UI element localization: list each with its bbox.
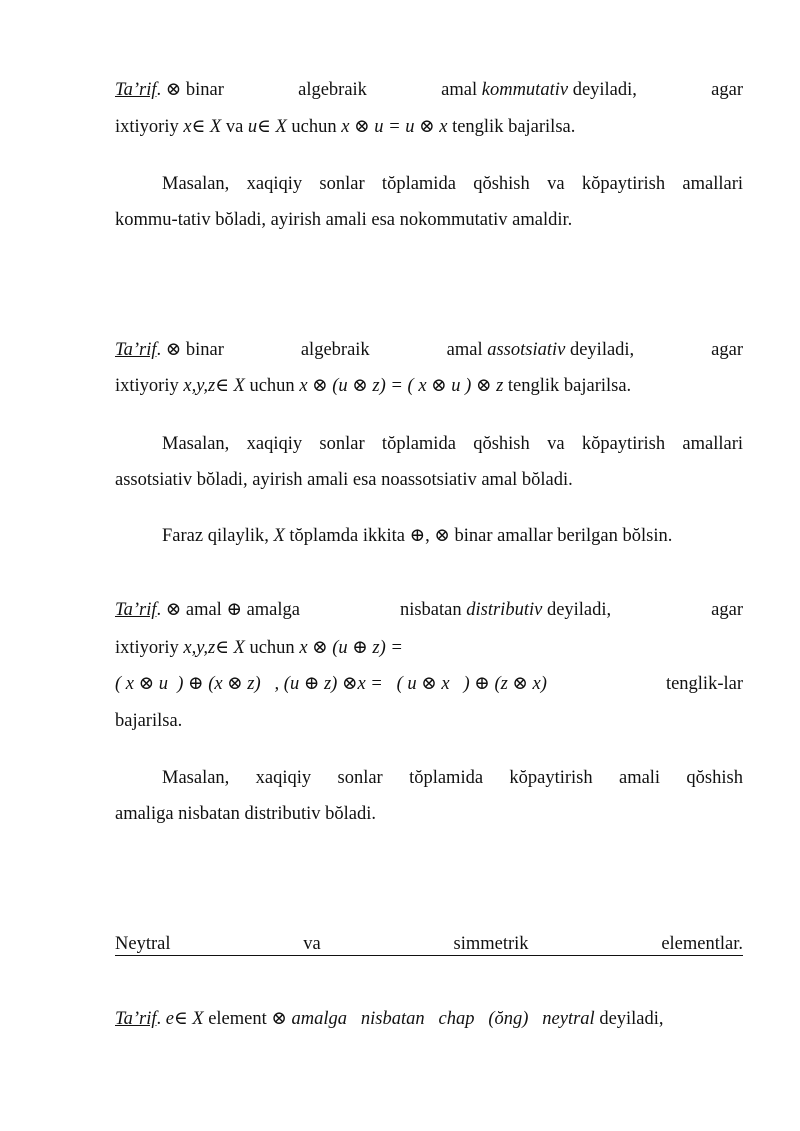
- term-associative: assotsiativ: [487, 340, 566, 360]
- term-neutral: amalga nisbatan chap (ŏng) neytral: [291, 1009, 595, 1029]
- definition-commutative-line-1: Ta’rif. ⊗ binar algebraik amal kommutativ deyiladi, agar: [115, 80, 743, 100]
- tarif-label: Ta’rif: [115, 340, 157, 360]
- definition-distributive-line-4: bajarilsa.: [115, 711, 183, 731]
- section-heading: Neytral va simmetrik elementlar.: [115, 934, 743, 954]
- commutative-formula: x ⊗ u = u ⊗ x: [341, 117, 448, 137]
- term-commutative: kommutativ: [481, 80, 569, 100]
- assumption-line: Faraz qilaylik, X tŏplamda ikkita ⊕, ⊗ binar amallar berilgan bŏlsin.: [162, 526, 673, 546]
- example-associative-line-2: assotsiativ bŏladi, ayirish amali esa noassotsiativ amal bŏladi.: [115, 470, 573, 490]
- example-associative-line-1: Masalan, xaqiqiy sonlar tŏplamida qŏshish va kŏpaytirish amallari: [162, 434, 743, 454]
- tarif-label: Ta’rif: [115, 1009, 157, 1029]
- definition-commutative-line-2: ixtiyoriy x∈ X va u∈ X uchun x ⊗ u = u ⊗ x tenglik bajarilsa.: [115, 117, 576, 137]
- example-distributive-line-2: amaliga nisbatan distributiv bŏladi.: [115, 804, 377, 824]
- example-commutative-line-1: Masalan, xaqiqiy sonlar tŏplamida qŏshish va kŏpaytirish amallari: [162, 174, 743, 194]
- term-distributive: distributiv: [466, 600, 543, 620]
- tarif-label: Ta’rif: [115, 600, 157, 620]
- definition-distributive-line-2: ixtiyoriy x,y,z∈ X uchun x ⊗ (u ⊕ z) =: [115, 638, 403, 658]
- definition-neutral-line-1: Ta’rif. e∈ X element ⊗ amalga nisbatan chap (ŏng) neytral deyiladi,: [115, 1009, 664, 1029]
- example-distributive-line-1: Masalan, xaqiqiy sonlar tŏplamida kŏpaytirish amali qŏshish: [162, 768, 743, 788]
- document-page: [115, 0, 743, 1131]
- definition-distributive-line-3: ( x ⊗ u ) ⊕ (x ⊗ z) , (u ⊕ z) ⊗x = ( u ⊗ x ) ⊕ (z ⊗ x) tenglik-lar: [115, 674, 743, 694]
- definition-associative-line-1: Ta’rif. ⊗ binar algebraik amal assotsiativ deyiladi, agar: [115, 340, 743, 360]
- associative-formula: x ⊗ (u ⊗ z) = ( x ⊗ u ) ⊗ z: [299, 376, 504, 396]
- definition-distributive-line-1: Ta’rif. ⊗ amal ⊕ amalga nisbatan distributiv deyiladi, agar: [115, 600, 743, 620]
- example-commutative-line-2: kommu-tativ bŏladi, ayirish amali esa nokommutativ amaldir.: [115, 210, 573, 230]
- definition-associative-line-2: ixtiyoriy x,y,z∈ X uchun x ⊗ (u ⊗ z) = ( x ⊗ u ) ⊗ z tenglik bajarilsa.: [115, 376, 632, 396]
- tarif-label: Ta’rif: [115, 80, 157, 100]
